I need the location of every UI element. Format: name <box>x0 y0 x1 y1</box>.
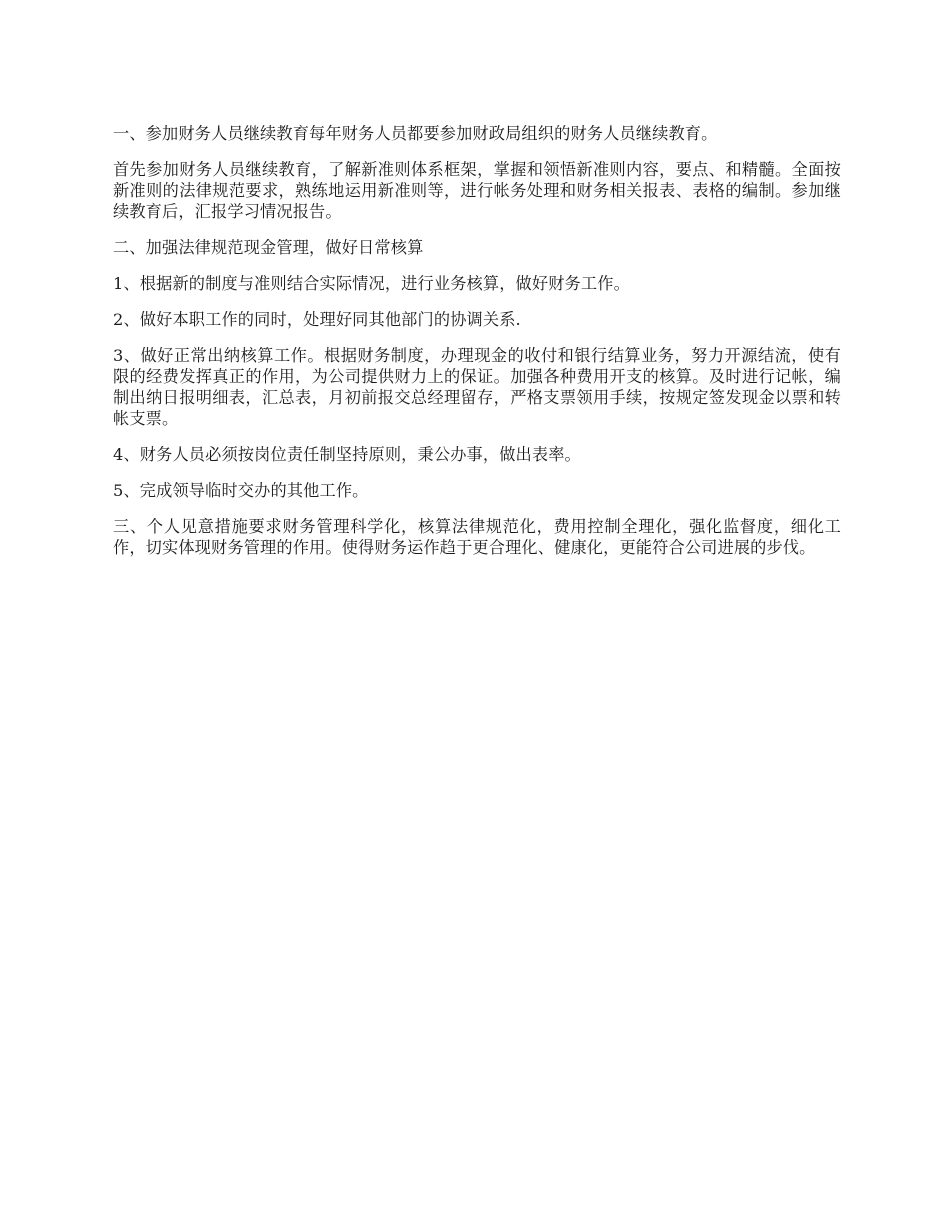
paragraph-continuing-education-detail: 首先参加财务人员继续教育，了解新准则体系框架，掌握和领悟新准则内容，要点、和精髓。全面按新准则的法律规范要求，熟练地运用新准则等，进行帐务处理和财务相关报表、表格的编制。参加继续教育后，汇报学习情况报告。 <box>113 160 841 221</box>
list-item-3: 3、做好正常出纳核算工作。根据财务制度，办理现金的收付和银行结算业务，努力开源结流，使有限的经费发挥真正的作用，为公司提供财力上的保证。加强各种费用开支的核算。及时进行记帐，编制出纳日报明细表，汇总表，月初前报交总经理留存，严格支票领用手续，按规定签发现金以票和转帐支票。 <box>113 346 841 428</box>
list-item-1: 1、根据新的制度与准则结合实际情况，进行业务核算，做好财务工作。 <box>113 274 630 293</box>
document-body <box>113 123 841 573</box>
section-heading-continuing-education: 一、参加财务人员继续教育每年财务人员都要参加财政局组织的财务人员继续教育。 <box>113 124 718 143</box>
section-heading-cash-management: 二、加强法律规范现金管理，做好日常核算 <box>113 238 424 257</box>
list-item-2: 2、做好本职工作的同时，处理好同其他部门的协调关系. <box>113 310 521 329</box>
list-item-4: 4、财务人员必须按岗位责任制坚持原则，秉公办事，做出表率。 <box>113 445 581 464</box>
list-item-5: 5、完成领导临时交办的其他工作。 <box>113 481 369 500</box>
section-heading-personal-suggestions: 三、个人见意措施要求财务管理科学化，核算法律规范化，费用控制全理化，强化监督度，细化工作，切实体现财务管理的作用。使得财务运作趋于更合理化、健康化，更能符合公司进展的步伐。 <box>113 517 841 557</box>
